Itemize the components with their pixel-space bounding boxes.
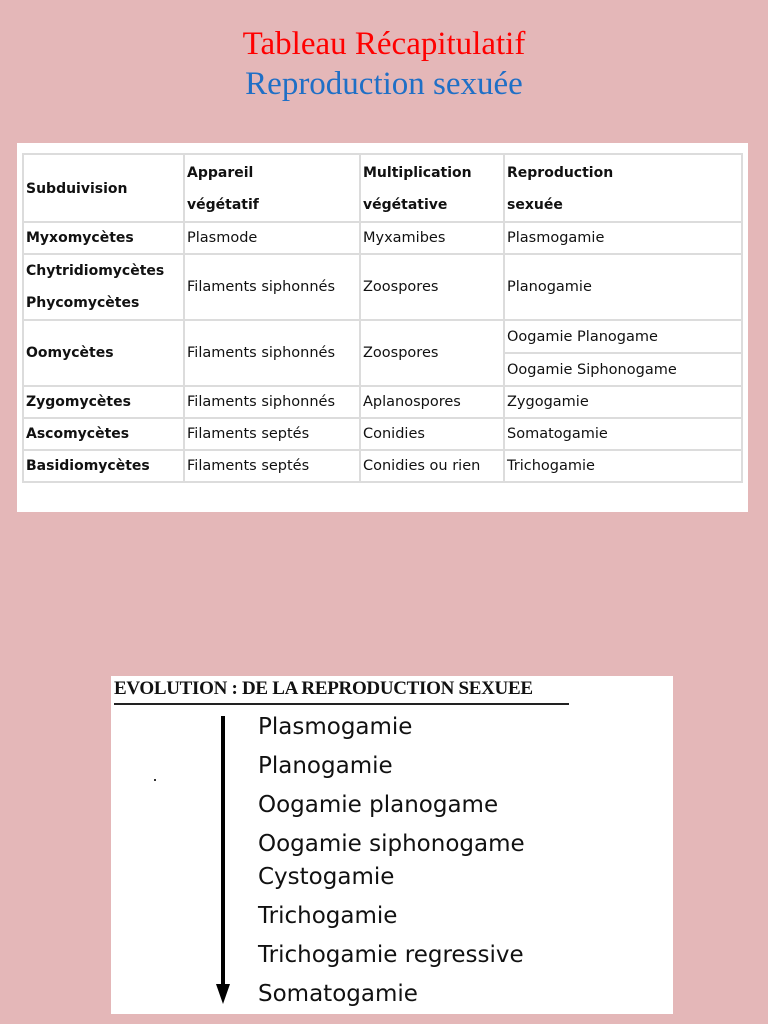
summary-table — [22, 153, 743, 483]
evolution-item-cystogamie: Cystogamie — [258, 864, 395, 890]
cell-subdivision: Myxomycètes — [23, 222, 184, 254]
stray-dot — [154, 779, 156, 781]
cell-reproduction: Oogamie Planogame — [504, 320, 742, 353]
cell-reproduction: Planogamie — [504, 254, 742, 320]
cell-appareil: Filaments siphonnés — [184, 320, 360, 386]
table-row — [23, 418, 742, 450]
evolution-item-oogamie-siphonogame: Oogamie siphonogame — [258, 831, 525, 857]
header-reproduction: Reproduction sexuée — [504, 154, 742, 222]
cell-reproduction: Somatogamie — [504, 418, 742, 450]
cell-appareil: Filaments siphonnés — [184, 254, 360, 320]
down-arrow-icon — [212, 716, 234, 1006]
cell-appareil: Filaments septés — [184, 418, 360, 450]
cell-multiplication: Myxamibes — [360, 222, 504, 254]
table-row — [23, 320, 742, 353]
table-row — [23, 254, 742, 320]
cell-subdivision: Oomycètes — [23, 320, 184, 386]
cell-multiplication: Conidies — [360, 418, 504, 450]
table-row — [23, 222, 742, 254]
cell-reproduction: Plasmogamie — [504, 222, 742, 254]
table-header-row — [23, 154, 742, 222]
evolution-item-plasmogamie: Plasmogamie — [258, 714, 413, 740]
header-appareil: Appareil végétatif — [184, 154, 360, 222]
cell-subdivision: Zygomycètes — [23, 386, 184, 418]
summary-table-panel — [17, 143, 748, 512]
cell-appareil: Filaments septés — [184, 450, 360, 482]
cell-multiplication: Zoospores — [360, 254, 504, 320]
evolution-item-trichogamie-regressive: Trichogamie regressive — [258, 942, 524, 968]
cell-subdivision: Basidiomycètes — [23, 450, 184, 482]
cell-reproduction: Trichogamie — [504, 450, 742, 482]
cell-subdivision: Chytridiomycètes Phycomycètes — [23, 254, 184, 320]
evolution-item-oogamie-planogame: Oogamie planogame — [258, 792, 499, 818]
cell-multiplication: Conidies ou rien — [360, 450, 504, 482]
evolution-panel — [111, 676, 673, 1014]
cell-multiplication: Zoospores — [360, 320, 504, 386]
cell-multiplication: Aplanospores — [360, 386, 504, 418]
title-recapitulatif: Tableau Récapitulatif — [242, 26, 526, 62]
cell-appareil: Plasmode — [184, 222, 360, 254]
cell-subdivision: Ascomycètes — [23, 418, 184, 450]
title-reproduction-sexuee: Reproduction sexuée — [245, 66, 523, 102]
table-row — [23, 386, 742, 418]
page-title — [0, 24, 768, 104]
evolution-title: EVOLUTION : DE LA REPRODUCTION SEXUEE — [114, 678, 533, 699]
cell-reproduction: Zygogamie — [504, 386, 742, 418]
evolution-item-trichogamie: Trichogamie — [258, 903, 398, 929]
header-subdivision: Subduivision — [23, 154, 184, 222]
header-multiplication: Multiplication végétative — [360, 154, 504, 222]
cell-appareil: Filaments siphonnés — [184, 386, 360, 418]
evolution-item-planogamie: Planogamie — [258, 753, 393, 779]
evolution-title-underline — [114, 703, 569, 705]
table-row — [23, 450, 742, 482]
cell-reproduction: Oogamie Siphonogame — [504, 353, 742, 386]
evolution-item-somatogamie: Somatogamie — [258, 981, 418, 1007]
